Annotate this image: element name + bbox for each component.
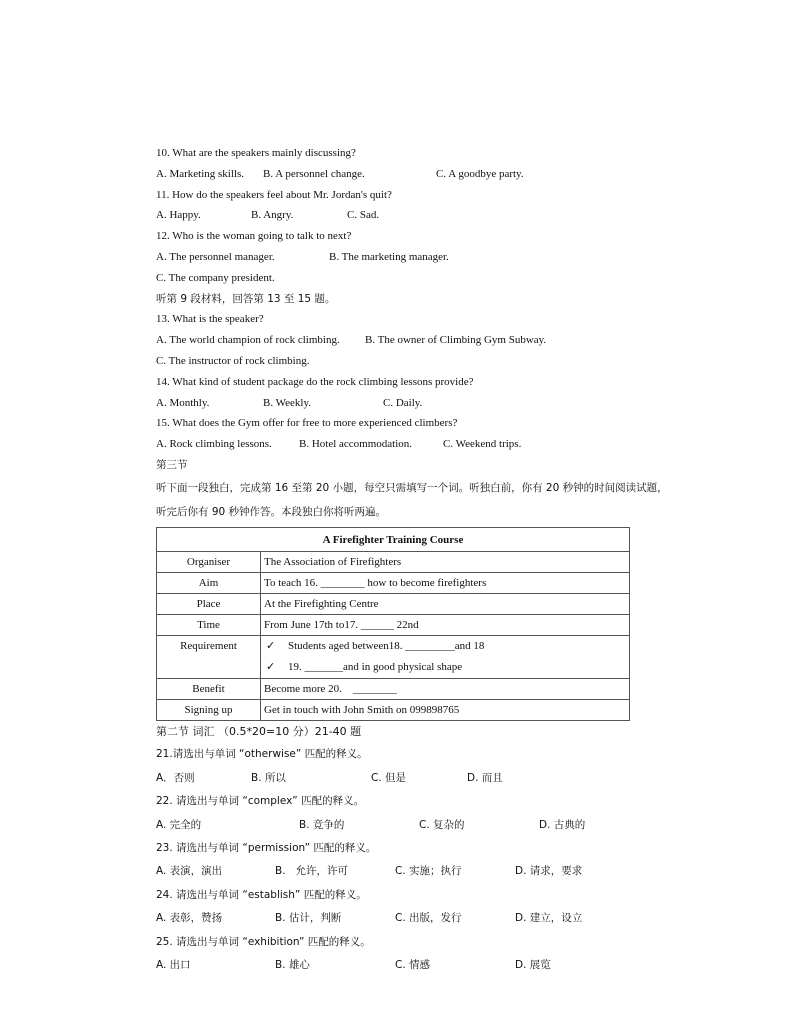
row-value: From June 17th to17. ______ 22nd <box>261 615 630 636</box>
option-d: D. 古典的 <box>539 818 586 831</box>
row-value: To teach 16. ________ how to become firefighters <box>261 573 630 594</box>
table-row <box>157 573 630 594</box>
option-15a: A. Rock climbing lessons. <box>156 438 272 451</box>
option-b: B. 雄心 <box>275 958 310 971</box>
table-row <box>157 552 630 573</box>
option-a: A. 表演，演出 <box>156 865 223 878</box>
row-label: Signing up <box>157 700 261 721</box>
option-c: C. 出版，发行 <box>395 912 462 925</box>
vocab-question-22: 22. 请选出与单词 “complex” 匹配的释义。 <box>156 795 365 808</box>
options-15 <box>156 434 756 455</box>
option-10a: A. Marketing skills. <box>156 167 244 180</box>
check-icon: ✓ <box>266 661 276 673</box>
question-10: 10. What are the speakers mainly discussing? <box>156 147 356 159</box>
option-13a: A. The world champion of rock climbing. <box>156 334 340 347</box>
vocab-question-24: 24. 请选出与单词 “establish” 匹配的释义。 <box>156 888 367 901</box>
question-15: 15. What does the Gym offer for free to more experienced climbers? <box>156 417 458 430</box>
options-14 <box>156 393 756 414</box>
option-14c: C. Daily. <box>383 396 423 409</box>
option-15c: C. Weekend trips. <box>443 438 522 451</box>
section3-title: 第三节 <box>156 458 188 471</box>
option-14b: B. Weekly. <box>263 396 311 409</box>
vocab-options-23 <box>156 860 756 883</box>
question-11: 11. How do the speakers feel about Mr. Jordan's quit? <box>156 188 392 201</box>
option-14a: A. Monthly. <box>156 396 210 409</box>
vocab-options-22 <box>156 814 756 837</box>
option-d: D. 而且 <box>467 771 503 784</box>
option-c: C. 但是 <box>371 771 407 784</box>
option-c: C. 情感 <box>395 958 431 971</box>
option-10b: B. A personnel change. <box>263 167 365 180</box>
option-d: D. 展览 <box>515 958 551 971</box>
vocab-question-25: 25. 请选出与单词 “exhibition” 匹配的释义。 <box>156 935 371 948</box>
vocab-question-21: 21.请选出与单词 “otherwise” 匹配的释义。 <box>156 748 368 761</box>
table-row <box>157 700 630 721</box>
row-label: Aim <box>157 573 261 594</box>
section3-instruction-2: 听完后你有 90 秒钟作答。本段独白你将听两遍。 <box>156 505 387 518</box>
option-10c: C. A goodbye party. <box>436 167 524 180</box>
options-13 <box>156 330 756 351</box>
options-11 <box>156 205 756 226</box>
section3-instruction-1: 听下面一段独白，完成第 16 至第 20 小题，每空只需填写一个词。听独白前，你有 20 秒钟的时间阅读试题， <box>156 481 668 494</box>
row-label: Requirement <box>157 636 261 679</box>
option-b: B. 允许，许可 <box>275 865 349 878</box>
row-value: Become more 20. ________ <box>261 679 630 700</box>
section9-note: 听第 9 段材料，回答第 13 至 15 题。 <box>156 292 336 305</box>
option-12c: C. The company president. <box>156 271 275 284</box>
option-d: D. 建立，设立 <box>515 912 583 925</box>
option-c: C. 实施；执行 <box>395 865 462 878</box>
table-row <box>157 594 630 615</box>
vocabulary-section <box>156 720 756 977</box>
listening-questions <box>156 143 756 524</box>
option-a: A．否则 <box>156 771 195 784</box>
vocab-heading: 第二节 词汇 （0.5*20=10 分）21-40 题 <box>156 725 362 738</box>
option-b: B. 估计，判断 <box>275 912 342 925</box>
option-12b: B. The marketing manager. <box>329 250 449 263</box>
requirement-cell <box>261 636 630 679</box>
option-a: A. 表彰，赞扬 <box>156 912 223 925</box>
row-label: Time <box>157 615 261 636</box>
table-title: A Firefighter Training Course <box>157 528 630 552</box>
option-a: A. 出口 <box>156 958 191 971</box>
check-icon: ✓ <box>266 640 276 652</box>
vocab-options-21 <box>156 767 756 790</box>
vocab-question-23: 23. 请选出与单词 “permission” 匹配的释义。 <box>156 841 377 854</box>
row-value: The Association of Firefighters <box>261 552 630 573</box>
row-label: Place <box>157 594 261 615</box>
row-label: Organiser <box>157 552 261 573</box>
option-13b: B. The owner of Climbing Gym Subway. <box>365 334 547 347</box>
row-value: Get in touch with John Smith on 099898765 <box>261 700 630 721</box>
option-b: B. 竞争的 <box>299 818 345 831</box>
requirement-line <box>264 636 626 657</box>
option-11c: C. Sad. <box>347 209 380 222</box>
table-row <box>157 679 630 700</box>
table-row <box>157 615 630 636</box>
vocab-options-24 <box>156 907 756 930</box>
option-11b: B. Angry. <box>251 209 294 222</box>
option-11a: A. Happy. <box>156 209 201 222</box>
row-label: Benefit <box>157 679 261 700</box>
option-b: B. 所以 <box>251 771 286 784</box>
question-13: 13. What is the speaker? <box>156 313 264 326</box>
option-15b: B. Hotel accommodation. <box>299 438 413 451</box>
requirement-line <box>264 657 626 678</box>
table-row <box>157 636 630 679</box>
options-10 <box>156 164 756 185</box>
option-12a: A. The personnel manager. <box>156 250 275 263</box>
option-13c: C. The instructor of rock climbing. <box>156 354 310 367</box>
question-12: 12. Who is the woman going to talk to next? <box>156 230 352 243</box>
option-c: C. 复杂的 <box>419 818 465 831</box>
options-12 <box>156 247 756 268</box>
row-value: At the Firefighting Centre <box>261 594 630 615</box>
firefighter-course-table <box>156 527 630 721</box>
vocab-options-25 <box>156 954 756 977</box>
requirement-text: 19. _______and in good physical shape <box>288 661 463 673</box>
requirement-text: Students aged between18. _________and 18 <box>288 640 485 652</box>
option-d: D. 请求，要求 <box>515 865 583 878</box>
option-a: A. 完全的 <box>156 818 202 831</box>
question-14: 14. What kind of student package do the rock climbing lessons provide? <box>156 375 474 388</box>
